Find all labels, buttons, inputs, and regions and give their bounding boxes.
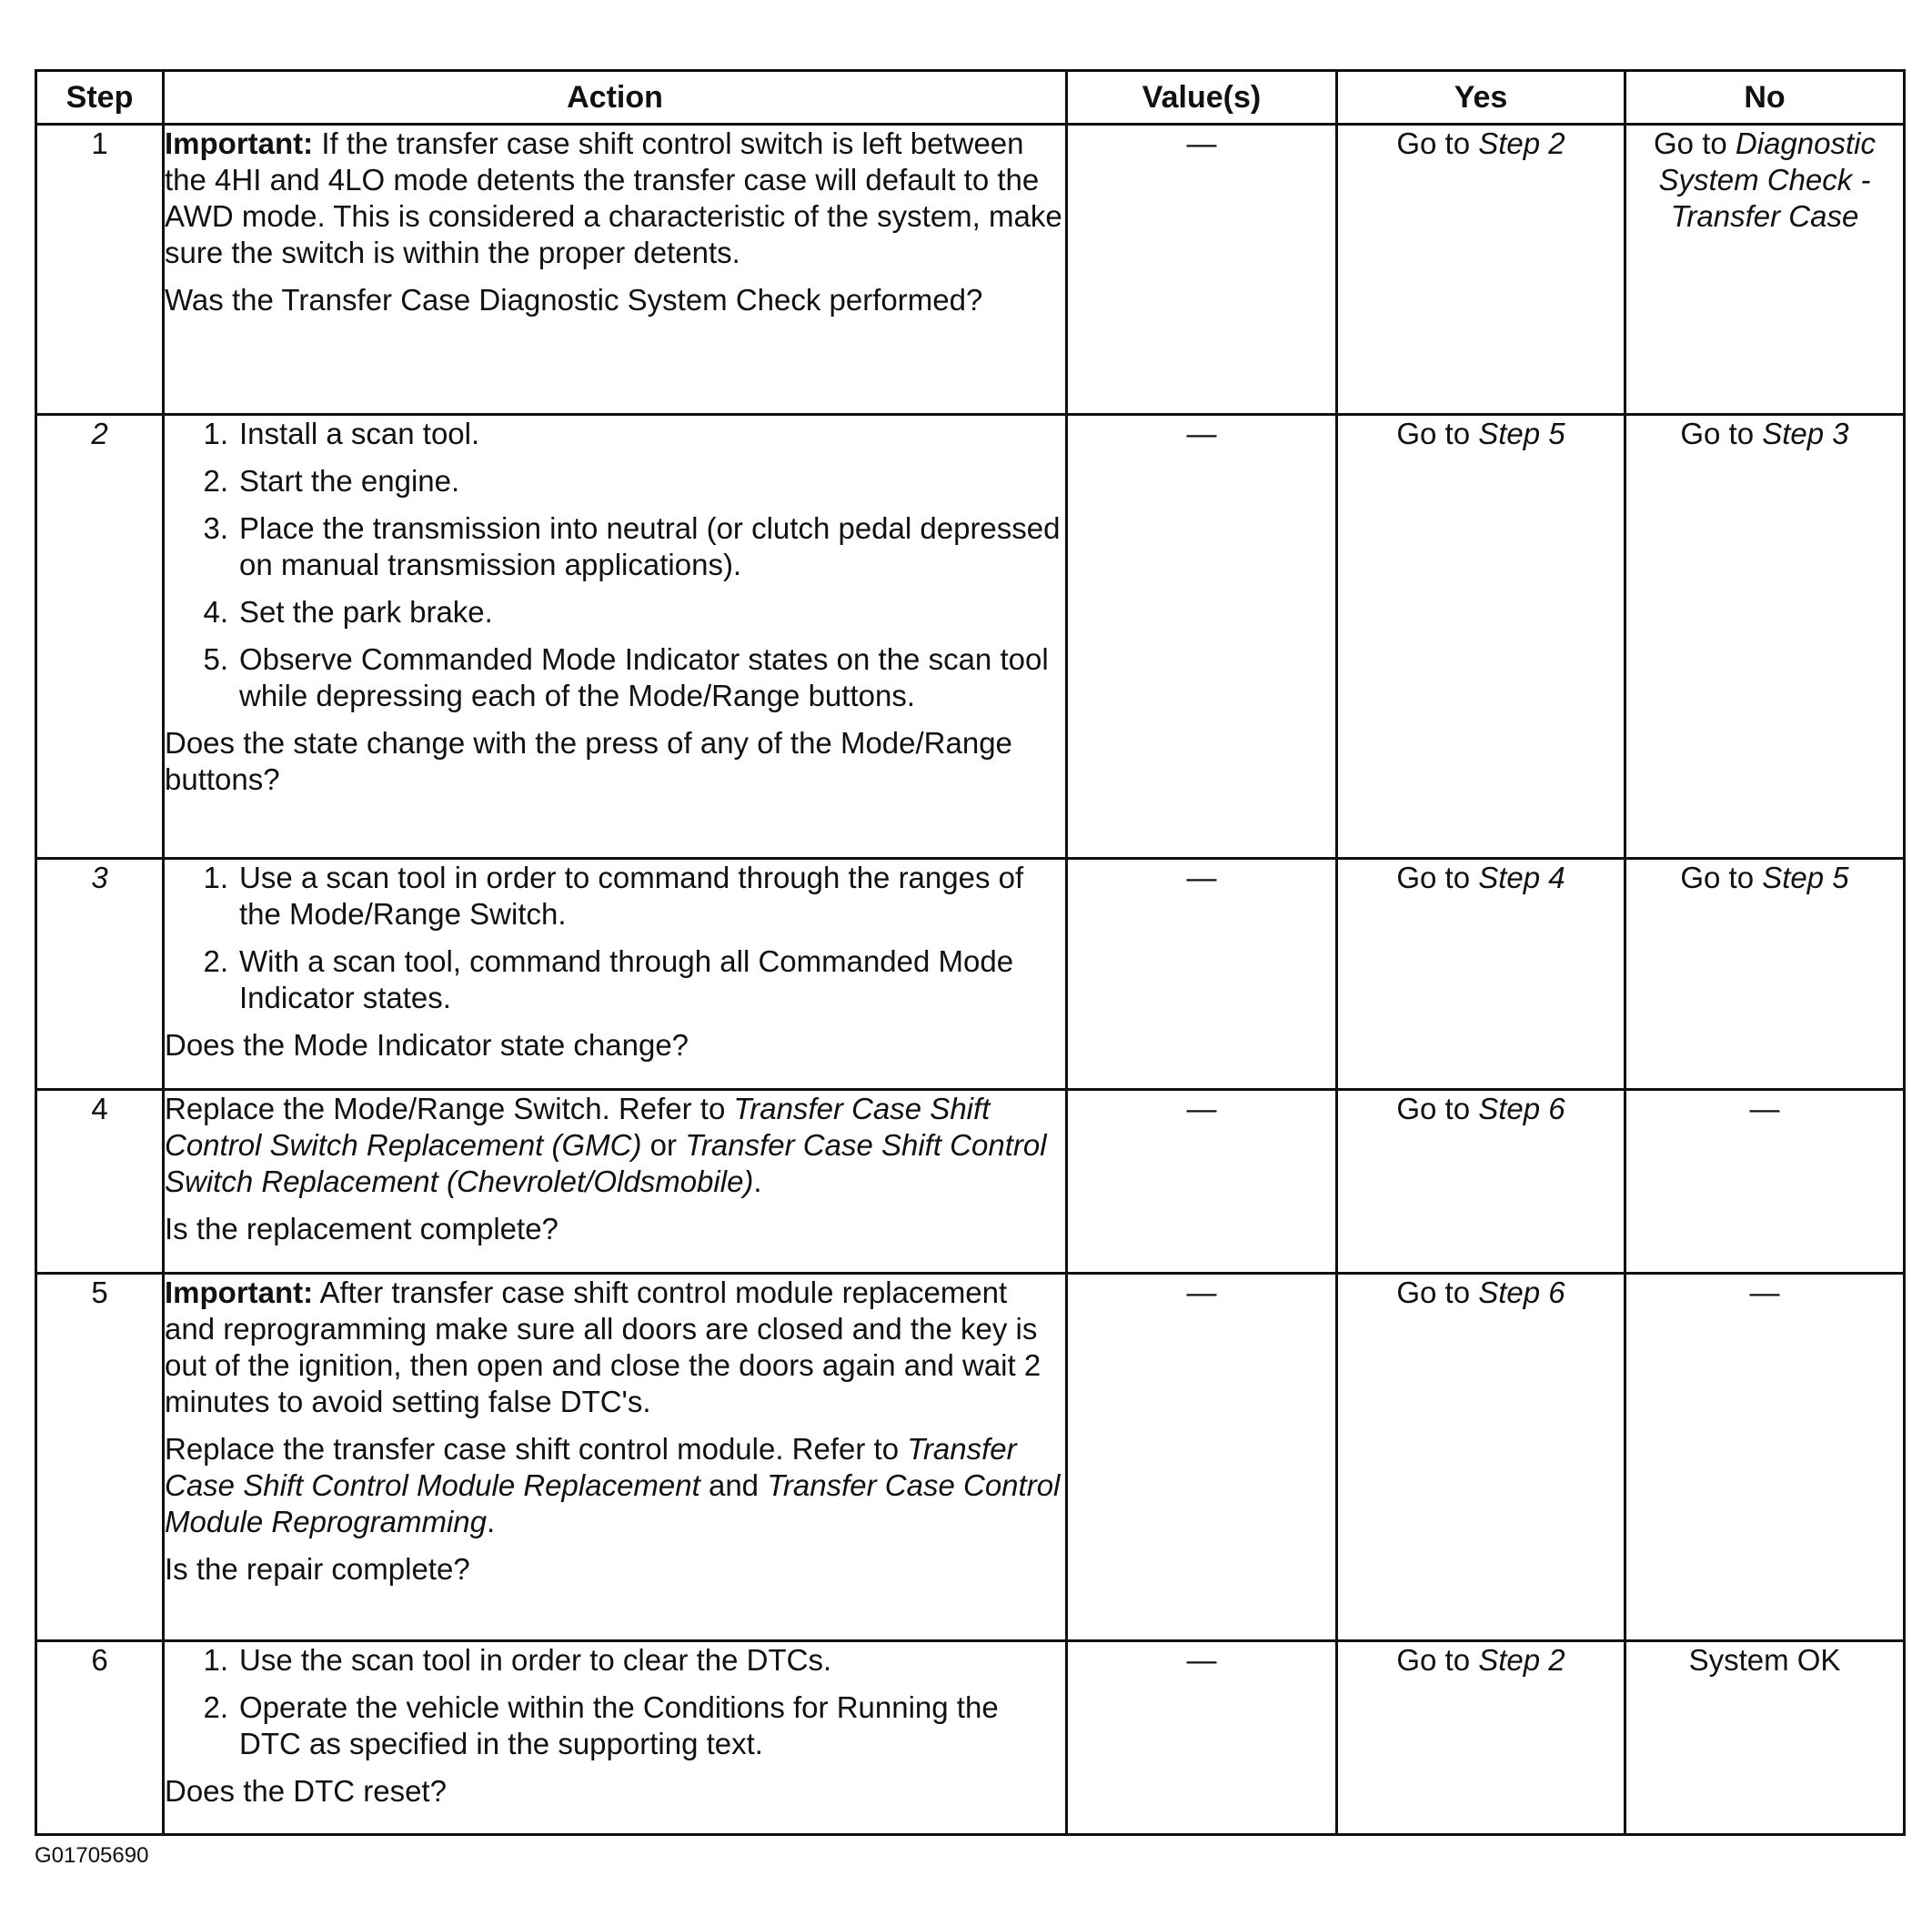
no-result: System OK [1688, 1643, 1841, 1677]
value-cell [1067, 859, 1337, 1090]
header-step: Step [36, 71, 164, 125]
reference-link[interactable]: Transfer Case Shift Control Module Replacement [165, 1432, 1017, 1502]
step-number: 5 [36, 1274, 164, 1641]
yes-step-link[interactable]: Step 5 [1478, 417, 1565, 450]
list-text: Place the transmission into neutral (or clutch pedal depressed on manual transmission applications). [239, 511, 1061, 581]
action-cell [164, 1641, 1067, 1835]
action-cell [164, 125, 1067, 415]
instruction-text: Replace the transfer case shift control module. Refer to [165, 1432, 908, 1466]
table-row-step-4 [36, 1090, 1905, 1274]
yes-prefix: Go to [1396, 126, 1479, 160]
no-dash: — [1749, 1092, 1780, 1125]
no-dash: — [1749, 1276, 1780, 1309]
yes-prefix: Go to [1396, 1643, 1479, 1677]
yes-step-link[interactable]: Step 2 [1478, 1643, 1565, 1677]
yes-step-link[interactable]: Step 6 [1478, 1276, 1565, 1309]
yes-cell [1337, 415, 1625, 859]
reference-link[interactable]: Transfer Case Shift Control Switch Replacement (Chevrolet/Oldsmobile) [165, 1128, 1047, 1198]
yes-cell [1337, 1641, 1625, 1835]
list-text: Operate the vehicle within the Conditions for Running the DTC as specified in the supporting text. [239, 1690, 999, 1760]
yes-cell [1337, 125, 1625, 415]
action-question: Is the replacement complete? [165, 1212, 558, 1245]
step-number: 2 [36, 415, 164, 859]
header-values: Value(s) [1067, 71, 1337, 125]
no-cell [1625, 1274, 1905, 1641]
action-question: Does the state change with the press of any of the Mode/Range buttons? [165, 726, 1012, 796]
reference-link[interactable]: Transfer Case Control Module Reprogramming [165, 1468, 1061, 1538]
no-cell [1625, 1090, 1905, 1274]
list-item [165, 641, 1065, 714]
no-reference-link[interactable]: Diagnostic System Check - Transfer Case [1658, 126, 1876, 233]
no-prefix: Go to [1680, 861, 1763, 894]
list-number: 5. [203, 642, 228, 676]
list-number: 3. [203, 511, 228, 545]
action-question: Is the repair complete? [165, 1552, 470, 1586]
list-number: 2. [203, 464, 228, 498]
figure-id: G01705690 [35, 1843, 149, 1868]
list-text: Observe Commanded Mode Indicator states on the scan tool while depressing each of the Mode/Range buttons. [239, 642, 1049, 712]
header-row [36, 71, 1905, 125]
yes-step-link[interactable]: Step 6 [1478, 1092, 1565, 1125]
instruction-text: and [699, 1468, 768, 1502]
action-cell [164, 415, 1067, 859]
step-number: 6 [36, 1641, 164, 1835]
no-cell [1625, 125, 1905, 415]
value-dash: — [1186, 1643, 1217, 1677]
list-text: Set the park brake. [239, 595, 493, 629]
important-note [165, 1275, 1065, 1420]
header-no: No [1625, 71, 1905, 125]
yes-step-link[interactable]: Step 2 [1478, 126, 1565, 160]
instruction-text: . [753, 1165, 762, 1198]
no-prefix: Go to [1654, 126, 1736, 160]
important-note [165, 126, 1065, 271]
yes-cell [1337, 1090, 1625, 1274]
list-text: Install a scan tool. [239, 417, 480, 450]
table-row-step-6 [36, 1641, 1905, 1835]
table-row-step-3 [36, 859, 1905, 1090]
value-dash: — [1186, 1092, 1217, 1125]
value-cell [1067, 415, 1337, 859]
value-dash: — [1186, 861, 1217, 894]
table-row-step-5 [36, 1274, 1905, 1641]
reference-link[interactable]: Transfer Case Shift Control Switch Replacement (GMC) [165, 1092, 991, 1162]
action-question: Does the Mode Indicator state change? [165, 1028, 689, 1062]
important-label: Important: [165, 1276, 314, 1309]
list-item [165, 510, 1065, 583]
list-number: 1. [203, 417, 228, 450]
action-question: Does the DTC reset? [165, 1774, 447, 1808]
list-item [165, 860, 1065, 933]
list-text: Use a scan tool in order to command through the ranges of the Mode/Range Switch. [239, 861, 1024, 931]
value-cell [1067, 1274, 1337, 1641]
no-prefix: Go to [1680, 417, 1763, 450]
action-instruction [165, 1431, 1065, 1540]
list-number: 2. [203, 944, 228, 978]
yes-step-link[interactable]: Step 4 [1478, 861, 1565, 894]
instruction-text: or [641, 1128, 686, 1162]
action-cell [164, 859, 1067, 1090]
value-cell [1067, 1090, 1337, 1274]
list-number: 2. [203, 1690, 228, 1724]
yes-cell [1337, 1274, 1625, 1641]
value-dash: — [1186, 417, 1217, 450]
list-text: With a scan tool, command through all Commanded Mode Indicator states. [239, 944, 1014, 1014]
important-text: After transfer case shift control module replacement and reprogramming make sure all doors are closed and the key is out of the ignition, then open and close the doors again and wait 2 minutes to avoid setting false DTC's. [165, 1276, 1041, 1418]
action-cell [164, 1274, 1067, 1641]
action-question: Was the Transfer Case Diagnostic System Check performed? [165, 283, 983, 317]
list-number: 1. [203, 861, 228, 894]
value-dash: — [1186, 1276, 1217, 1309]
no-cell [1625, 1641, 1905, 1835]
list-item [165, 1689, 1065, 1762]
list-text: Use the scan tool in order to clear the DTCs. [239, 1643, 832, 1677]
list-item [165, 1642, 1065, 1679]
diagnostic-table [35, 69, 1906, 1836]
action-cell [164, 1090, 1067, 1274]
list-item [165, 943, 1065, 1016]
no-cell [1625, 859, 1905, 1090]
header-yes: Yes [1337, 71, 1625, 125]
list-item [165, 463, 1065, 499]
no-step-link[interactable]: Step 3 [1762, 417, 1849, 450]
table-row-step-2 [36, 415, 1905, 859]
list-number: 1. [203, 1643, 228, 1677]
important-label: Important: [165, 126, 314, 160]
yes-prefix: Go to [1396, 1276, 1479, 1309]
no-step-link[interactable]: Step 5 [1762, 861, 1849, 894]
list-item [165, 416, 1065, 452]
action-instruction [165, 1091, 1065, 1200]
step-number: 3 [36, 859, 164, 1090]
list-item [165, 594, 1065, 630]
yes-prefix: Go to [1396, 1092, 1479, 1125]
yes-cell [1337, 859, 1625, 1090]
list-text: Start the engine. [239, 464, 460, 498]
step-number: 4 [36, 1090, 164, 1274]
header-action: Action [164, 71, 1067, 125]
list-number: 4. [203, 595, 228, 629]
yes-prefix: Go to [1396, 417, 1479, 450]
instruction-text: Replace the Mode/Range Switch. Refer to [165, 1092, 734, 1125]
value-cell [1067, 125, 1337, 415]
table-row-step-1 [36, 125, 1905, 415]
important-text: If the transfer case shift control switch is left between the 4HI and 4LO mode detents the transfer case will default to the AWD mode. This is considered a characteristic of the system, make sure the switch is within the proper detents. [165, 126, 1062, 269]
value-cell [1067, 1641, 1337, 1835]
yes-prefix: Go to [1396, 861, 1479, 894]
value-dash: — [1186, 126, 1217, 160]
no-cell [1625, 415, 1905, 859]
step-number: 1 [36, 125, 164, 415]
instruction-text: . [487, 1505, 496, 1538]
